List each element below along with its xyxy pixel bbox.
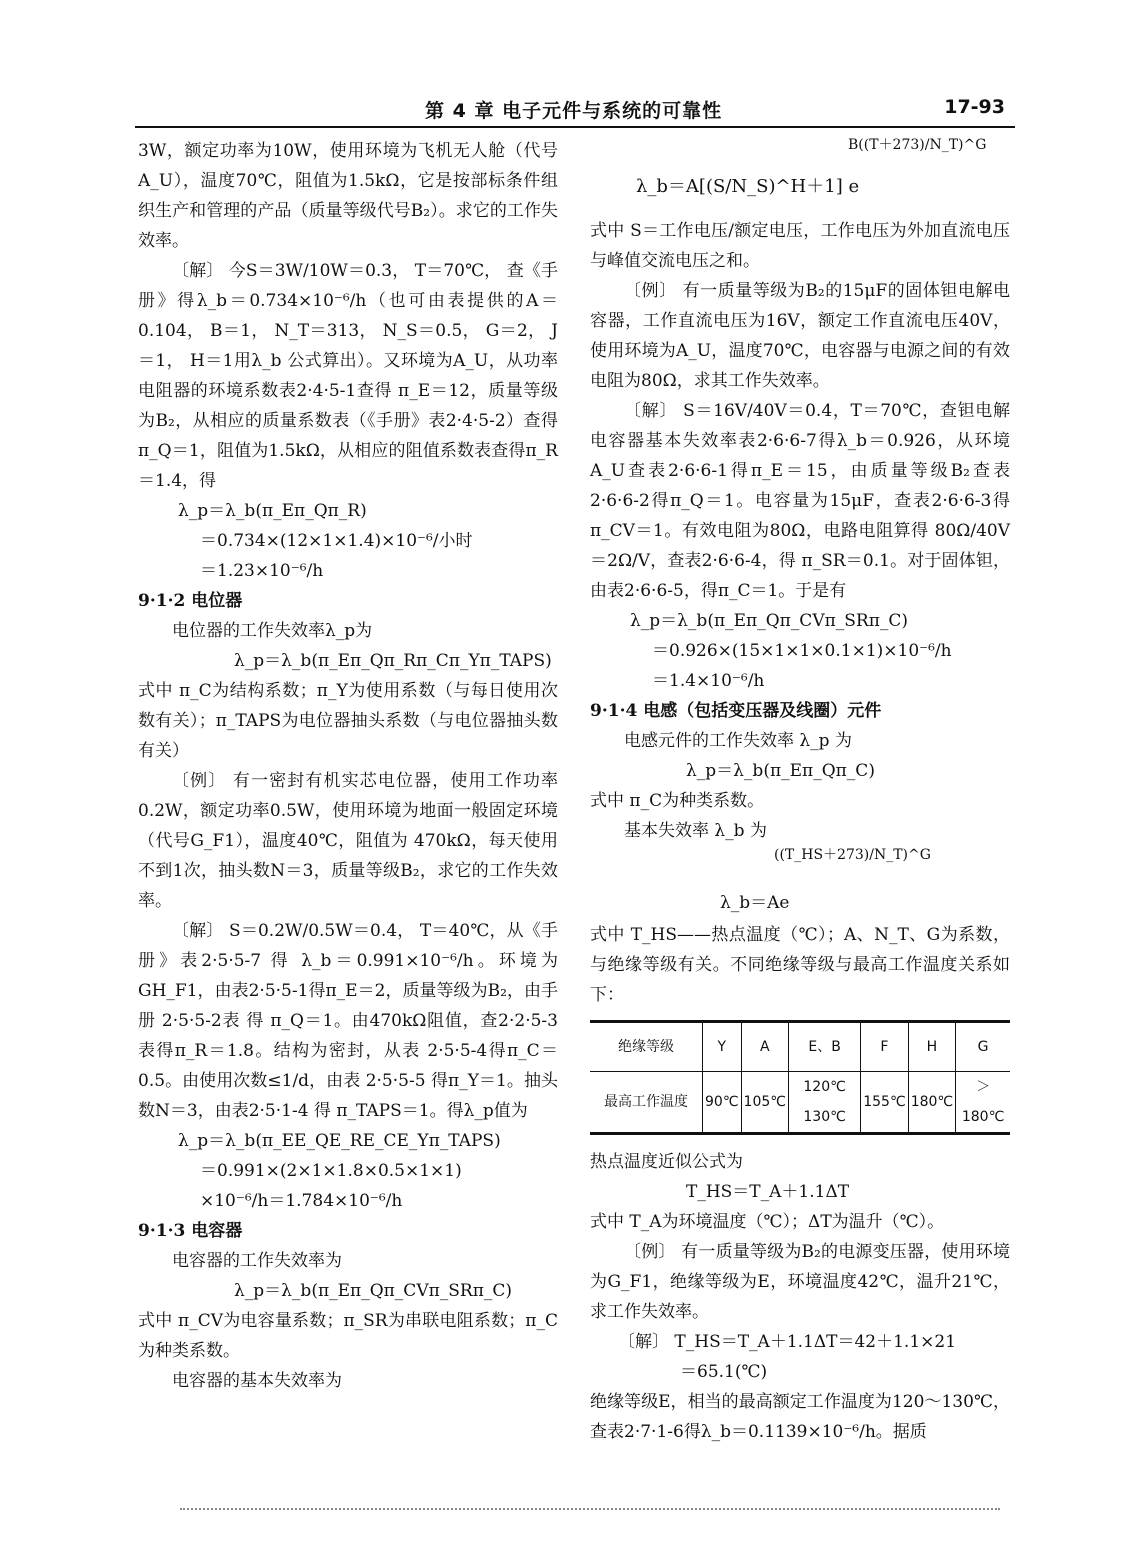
paragraph: 电容器的基本失效率为 <box>172 1371 342 1391</box>
section-heading: 9·1·2 电位器 <box>138 591 243 611</box>
equation: ＝1.4×10⁻⁶/h <box>652 671 765 691</box>
equation: ＝0.734×(12×1×1.4)×10⁻⁶/小时 <box>200 531 473 551</box>
paragraph: 基本失效率 λ_b 为 <box>624 821 767 841</box>
equation: λ_p＝λ_b(π_EE_QE_RE_CE_Yπ_TAPS) <box>178 1131 501 1151</box>
table-cell: 105℃ <box>741 1072 788 1134</box>
table-cell: ＞180℃ <box>956 1072 1010 1134</box>
formula-inductor-base-rate <box>590 846 1010 920</box>
bottom-scan-artifact <box>180 1508 1000 1510</box>
insulation-temperature-table <box>590 1020 1010 1135</box>
table-cell: 120℃ 130℃ <box>789 1072 861 1134</box>
formula-main: λ_b＝A[(S/N_S)^H＋1] e <box>636 176 860 197</box>
table-cell: 90℃ <box>703 1072 742 1134</box>
table-header-row <box>590 1022 1010 1072</box>
paragraph: 式中 T_HS——热点温度（℃）；A、N_T、G为系数，与绝缘等级有关。不同绝缘等级与最高工作温度关系如下： <box>590 925 1010 1005</box>
paragraph: 电容器的工作失效率为 <box>172 1251 342 1271</box>
table-header: A <box>741 1022 788 1072</box>
paragraph: 3W，额定功率为10W，使用环境为飞机无人舱（代号A_U），温度70℃，阻值为1.5kΩ，它是按部标条件组织生产和管理的产品（质量等级代号B₂）。求它的工作失效率。 <box>138 141 558 251</box>
table-header: E、B <box>789 1022 861 1072</box>
solution-paragraph: 〔解〕 S＝16V/40V＝0.4，T＝70℃，查钽电解电容器基本失效率表2·6·6-7得λ_b＝0.926，从环境A_U查表2·6·6-1得π_E＝15，由质量等级B₂查表2·6·6-2得π_Q＝1。电容量为15μF，查表2·6·6-3得π_CV＝1。有效电阻为80Ω，电路电阻算得 80Ω/40V＝2Ω/V，查表2·6·6-4，得 π_SR＝0.1。对于固体钽，由表2·6·6-5，得π_C＝1。于是有 <box>590 401 1010 601</box>
right-column <box>590 136 1010 1447</box>
section-heading: 9·1·3 电容器 <box>138 1221 243 1241</box>
formula-base-failure-rate <box>590 136 1010 216</box>
formula-main: λ_b＝Ae <box>720 893 790 913</box>
equation: ＝1.23×10⁻⁶/h <box>200 561 324 581</box>
paragraph: 绝缘等级E，相当的最高额定工作温度为120～130℃，查表2·7·1-6得λ_b＝0.1139×10⁻⁶/h。据质 <box>590 1392 1010 1442</box>
table-row-label: 最高工作温度 <box>590 1072 703 1134</box>
paragraph: 热点温度近似公式为 <box>590 1152 743 1172</box>
paragraph: 电位器的工作失效率λ_p为 <box>172 621 373 641</box>
equation: ＝0.926×(15×1×1×0.1×1)×10⁻⁶/h <box>652 641 952 661</box>
paragraph: 式中 π_CV为电容量系数；π_SR为串联电阻系数；π_C为种类系数。 <box>138 1311 558 1361</box>
paragraph: 式中 S＝工作电压/额定电压，工作电压为外加直流电压与峰值交流电压之和。 <box>590 221 1010 271</box>
formula-exponent: B((T＋273)/N_T)^G <box>848 137 987 153</box>
equation: ＝65.1(℃) <box>680 1362 768 1382</box>
equation: λ_p＝λ_b(π_Eπ_Qπ_R) <box>178 501 367 521</box>
solution-paragraph: 〔解〕 今S＝3W/10W＝0.3， T＝70℃， 查《手册》得λ_b＝0.734×10⁻⁶/h（也可由表提供的A＝0.104， B＝1， N_T＝313， N_S＝0.5， G＝2， J＝1， H＝1用λ_b 公式算出）。又环境为A_U，从功率电阻器的环境系数表2·4·5-1查得 π_E＝12，质量等级为B₂，从相应的质量系数表（《手册》表2·4·5-2）查得π_Q＝1，阻值为1.5kΩ，从相应的阻值系数表查得π_R＝1.4，得 <box>138 261 558 491</box>
table-header: Y <box>703 1022 742 1072</box>
formula-exponent: ((T_HS＋273)/N_T)^G <box>774 847 931 863</box>
equation: λ_p＝λ_b(π_Eπ_Qπ_CVπ_SRπ_C) <box>234 1281 513 1301</box>
equation: λ_p＝λ_b(π_Eπ_Qπ_Rπ_Cπ_Yπ_TAPS) <box>234 651 552 671</box>
example-paragraph: 〔例〕 有一质量等级为B₂的电源变压器，使用环境为G_F1，绝缘等级为E，环境温度42℃，温升21℃，求工作失效率。 <box>590 1242 1010 1322</box>
table-cell: 155℃ <box>861 1072 908 1134</box>
paragraph: 式中 π_C为结构系数；π_Y为使用系数（与每日使用次数有关）；π_TAPS为电位器抽头系数（与电位器抽头数有关） <box>138 681 558 761</box>
table-header: 绝缘等级 <box>590 1022 703 1072</box>
page-number: 17-93 <box>944 96 1005 118</box>
left-column <box>138 136 558 1396</box>
equation: λ_p＝λ_b(π_Eπ_Qπ_C) <box>686 761 875 781</box>
table-cell: 180℃ <box>908 1072 955 1134</box>
section-heading: 9·1·4 电感（包括变压器及线圈）元件 <box>590 701 882 721</box>
solution-paragraph: 〔解〕 S＝0.2W/0.5W＝0.4， T＝40℃，从《手册》表2·5·5-7 得 λ_b＝0.991×10⁻⁶/h。环境为GH_F1，由表2·5·5-1得π_E＝2，质量等级为B₂，由手册 2·5·5-2表 得 π_Q＝1。由470kΩ阻值，查2·2·5-3表得π_R＝1.8。结构为密封，从表 2·5·5-4得π_C＝0.5。由使用次数≤1/d，由表 2·5·5-5 得π_Y＝1。抽头数N＝3，由表2·5·1-4 得 π_TAPS＝1。得λ_p值为 <box>138 921 558 1121</box>
equation: ×10⁻⁶/h＝1.784×10⁻⁶/h <box>200 1191 403 1211</box>
equation: λ_p＝λ_b(π_Eπ_Qπ_CVπ_SRπ_C) <box>630 611 909 631</box>
page-header <box>135 92 1015 128</box>
equation: 〔解〕 T_HS＝T_A＋1.1ΔT＝42＋1.1×21 <box>618 1332 957 1352</box>
table-header: G <box>956 1022 1010 1072</box>
chapter-title: 第 4 章 电子元件与系统的可靠性 <box>425 100 723 122</box>
equation: T_HS＝T_A＋1.1ΔT <box>686 1182 850 1202</box>
example-paragraph: 〔例〕 有一密封有机实芯电位器，使用工作功率0.2W，额定功率0.5W，使用环境为地面一般固定环境（代号G_F1），温度40℃，阻值为 470kΩ，每天使用不到1次，抽头数N＝3，质量等级B₂，求它的工作失效率。 <box>138 771 558 911</box>
paragraph: 式中 π_C为种类系数。 <box>590 791 765 811</box>
paragraph: 式中 T_A为环境温度（℃）；ΔT为温升（℃）。 <box>590 1212 945 1232</box>
table-row <box>590 1072 1010 1134</box>
example-paragraph: 〔例〕 有一质量等级为B₂的15μF的固体钽电解电容器，工作直流电压为16V，额定工作直流电压40V，使用环境为A_U，温度70℃，电容器与电源之间的有效电阻为80Ω，求其工作失效率。 <box>590 281 1010 391</box>
equation: ＝0.991×(2×1×1.8×0.5×1×1) <box>200 1161 462 1181</box>
paragraph: 电感元件的工作失效率 λ_p 为 <box>624 731 852 751</box>
table-header: H <box>908 1022 955 1072</box>
table-header: F <box>861 1022 908 1072</box>
